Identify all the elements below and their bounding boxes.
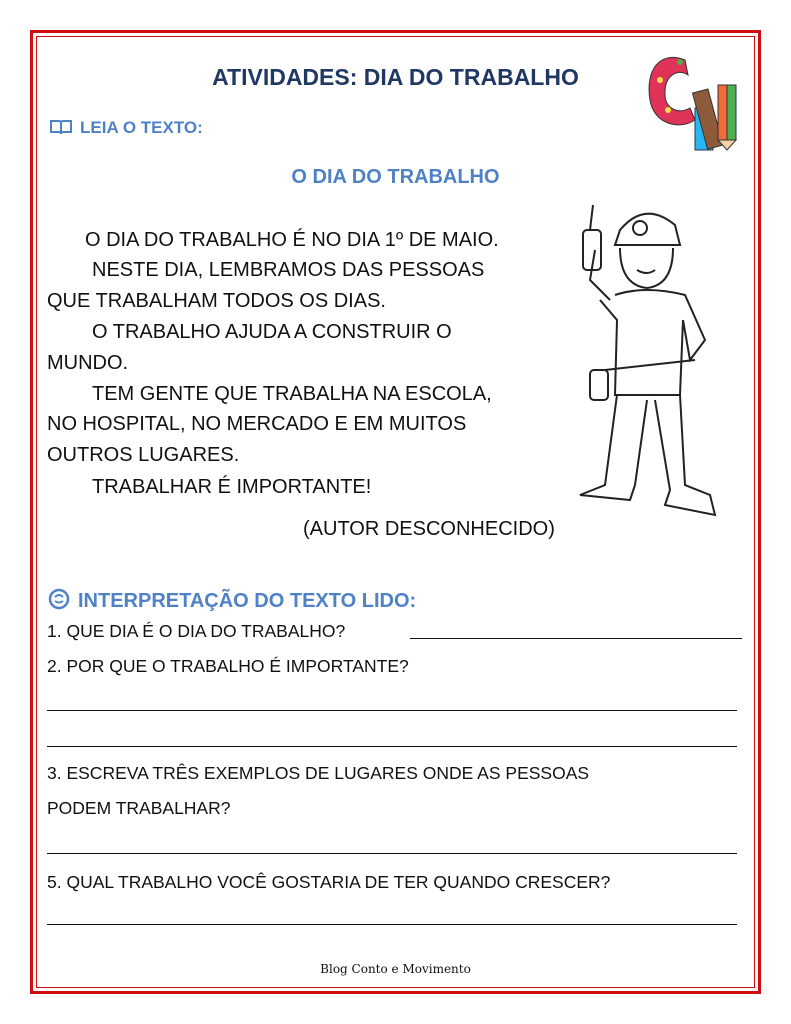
question-3-cont: PODEM TRABALHAR? bbox=[47, 798, 231, 818]
logo bbox=[640, 50, 750, 152]
text-line: NESTE DIA, LEMBRAMOS DAS PESSOAS bbox=[92, 259, 485, 281]
question-2: 2. POR QUE O TRABALHO É IMPORTANTE? bbox=[47, 656, 409, 676]
read-heading bbox=[50, 118, 203, 140]
question-3: 3. ESCREVA TRÊS EXEMPLOS DE LUGARES ONDE AS PESSOAS bbox=[47, 763, 590, 783]
question-5: 5. QUAL TRABALHO VOCÊ GOSTARIA DE TER QUANDO CRESCER? bbox=[47, 872, 611, 892]
text-line: MUNDO. bbox=[47, 352, 129, 374]
text-line: TRABALHAR É IMPORTANTE! bbox=[92, 476, 372, 498]
questions-heading-label: INTERPRETAÇÃO DO TEXTO LIDO: bbox=[78, 590, 417, 612]
footer-credit: Blog Conto e Movimento bbox=[320, 962, 471, 976]
text-line: OUTROS LUGARES. bbox=[47, 444, 240, 466]
page-title: ATIVIDADES: DIA DO TRABALHO bbox=[212, 64, 579, 90]
text-line: NO HOSPITAL, NO MERCADO E EM MUITOS bbox=[47, 413, 467, 435]
text-title: O DIA DO TRABALHO bbox=[291, 166, 500, 188]
brain-icon bbox=[48, 588, 70, 616]
questions-heading bbox=[48, 588, 416, 616]
read-heading-label: LEIA O TEXTO: bbox=[80, 118, 203, 137]
answer-line-1[interactable] bbox=[410, 638, 742, 639]
text-line: TEM GENTE QUE TRABALHA NA ESCOLA, bbox=[92, 383, 492, 405]
text-author: (AUTOR DESCONHECIDO) bbox=[303, 518, 555, 540]
text-line: O DIA DO TRABALHO É NO DIA 1º DE MAIO. bbox=[85, 229, 499, 251]
answer-line-2a[interactable] bbox=[47, 710, 737, 711]
book-icon bbox=[50, 119, 72, 140]
text-line: QUE TRABALHAM TODOS OS DIAS. bbox=[47, 290, 386, 312]
worker-illustration bbox=[555, 200, 725, 530]
answer-line-2b[interactable] bbox=[47, 746, 737, 747]
question-1: 1. QUE DIA É O DIA DO TRABALHO? bbox=[47, 621, 346, 641]
text-line: O TRABALHO AJUDA A CONSTRUIR O bbox=[92, 321, 452, 343]
answer-line-5[interactable] bbox=[47, 924, 737, 925]
answer-line-3[interactable] bbox=[47, 853, 737, 854]
